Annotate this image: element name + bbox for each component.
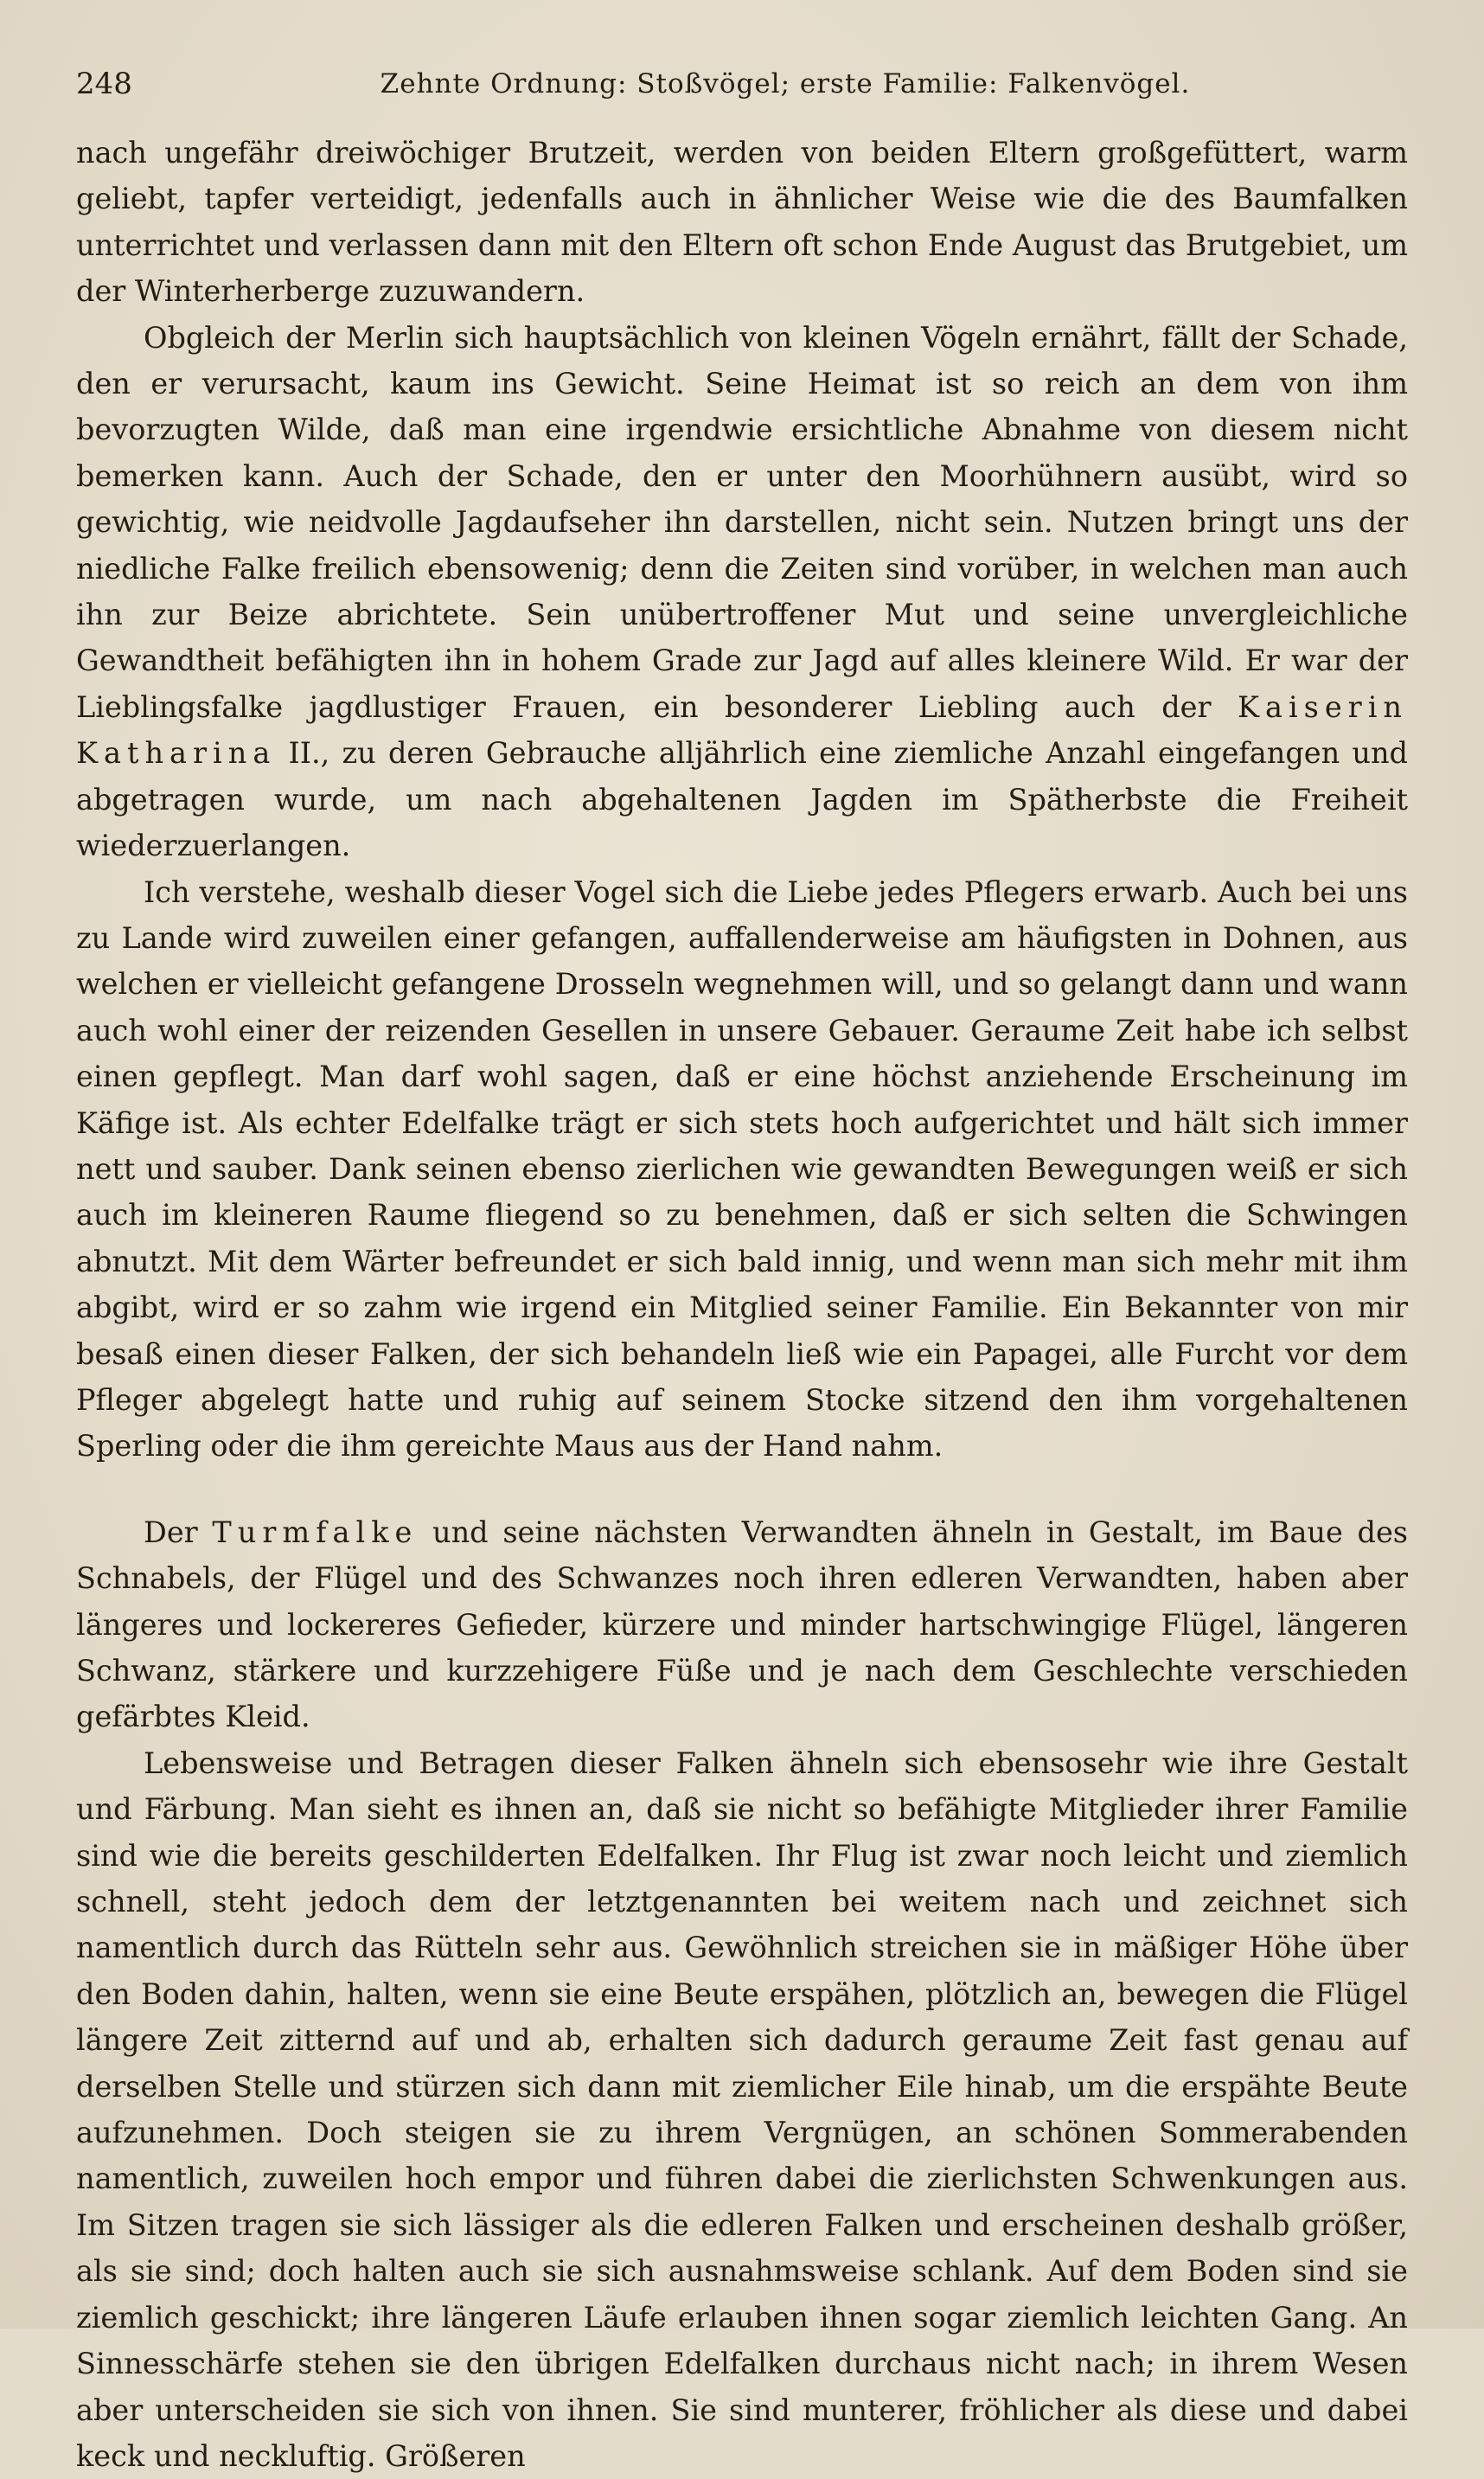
paragraph-text-before: Der	[144, 1515, 213, 1549]
paragraph-turmfalke-intro	[76, 1509, 1408, 1740]
page-body	[76, 130, 1408, 2479]
page-header	[76, 62, 1408, 106]
paragraph-text: Obgleich der Merlin sich hauptsächlich von kleinen Vögeln ernährt, fällt der Schade, den er verursacht, kaum ins Gewicht. Seine Heimat ist so reich an dem von ihm bevorzugten Wilde, daß man eine irgendwie ersichtliche Abnahme von diesem nicht bemerken kann. Auch der Schade, den er unter den Moorhühnern ausübt, wird so gewichtig, wie neidvolle Jagdaufseher ihn darstellen, nicht sein. Nutzen bringt uns der niedliche Falke freilich ebensowenig; denn die Zeiten sind vorüber, in welchen man auch ihn zur Beize abrichtete. Sein unübertroffener Mut und seine unvergleichliche Gewandtheit befähigten ihn in hohem Grade zur Jagd auf alles kleinere Wild. Er war der Lieblingsfalke jagdlustiger Frauen, ein besonderer Liebling auch der	[76, 320, 1408, 724]
paragraph-merlin-captivity	[76, 869, 1408, 1470]
paragraph-text: Ich verstehe, weshalb dieser Vogel sich die Liebe jedes Pflegers erwarb. Auch bei uns zu Lande wird zuweilen einer gefangen, auffallenderweise am häufigsten in Dohnen, aus welchen er vielleicht gefangene Drosseln wegnehmen will, und so gelangt dann und wann auch wohl einer der reizenden Gesellen in unsere Gebauer. Geraume Zeit habe ich selbst einen gepflegt. Man darf wohl sagen, daß er eine höchst anziehende Erscheinung im Käfige ist. Als echter Edelfalke trägt er sich stets hoch aufgerichtet und hält sich immer nett und sauber. Dank seinen ebenso zierlichen wie gewandten Bewegungen weiß er sich auch im kleineren Raume fliegend so zu benehmen, daß er sich selten die Schwingen abnutzt. Mit dem Wärter befreundet er sich bald innig, und wenn man sich mehr mit ihm abgibt, wird er so zahm wie irgend ein Mitglied seiner Familie. Ein Bekannter von mir besaß einen dieser Falken, der sich behandeln ließ wie ein Papagei, alle Furcht vor dem Pfleger abgelegt hatte und ruhig auf seinem Stocke sitzend den ihm vorgehaltenen Sperling oder die ihm gereichte Maus aus der Hand nahm.	[76, 874, 1408, 1464]
section-gap	[76, 1470, 1408, 1509]
paragraph-merlin-damage	[76, 315, 1408, 869]
paragraph-text: Lebensweise und Betragen dieser Falken ähneln sich ebensosehr wie ihre Gestalt und Färbung. Man sieht es ihnen an, daß sie nicht so befähigte Mitglieder ihrer Familie sind wie die bereits geschilderten Edelfalken. Ihr Flug ist zwar noch leicht und ziemlich schnell, steht jedoch dem der letztgenannten bei weitem nach und zeichnet sich namentlich durch das Rütteln sehr aus. Gewöhnlich streichen sie in mäßiger Höhe über den Boden dahin, halten, wenn sie eine Beute erspähen, plötzlich an, bewegen die Flügel längere Zeit zitternd auf und ab, erhalten sich dadurch geraume Zeit fast genau auf derselben Stelle und stürzen sich dann mit ziemlicher Eile hinab, um die erspähte Beute aufzunehmen. Doch steigen sie zu ihrem Vergnügen, an schönen Sommerabenden namentlich, zuweilen hoch empor und führen dabei die zierlichsten Schwenkungen aus. Im Sitzen tragen sie sich lässiger als die edleren Falken und erscheinen deshalb größer, als sie sind; doch halten auch sie sich ausnahmsweise schlank. Auf dem Boden sind sie ziemlich geschickt; ihre längeren Läufe erlauben ihnen sogar ziemlich leichten Gang. An Sinnesschärfe stehen sie den übrigen Edelfalken durchaus nicht nach; in ihrem Wesen aber unterscheiden sie sich von ihnen. Sie sind munterer, fröhlicher als diese und dabei keck und neckluftig. Größeren	[76, 1746, 1408, 2473]
paragraph-text-after: II., zu deren Gebrauche alljährlich eine ziemliche Anzahl eingefangen und abgetragen wurde, um nach abgehaltenen Jagden im Spätherbste die Freiheit wiederzuerlangen.	[76, 736, 1408, 863]
paragraph-text: nach ungefähr dreiwöchiger Brutzeit, werden von beiden Eltern großgefüttert, warm geliebt, tapfer verteidigt, jedenfalls auch in ähnlicher Weise wie die des Baumfalken unterrichtet und verlassen dann mit den Eltern oft schon Ende August das Brutgebiet, um der Winterherberge zuzuwandern.	[76, 136, 1408, 309]
spaced-name-turmfalke: Turmfalke	[212, 1515, 419, 1549]
running-head: Zehnte Ordnung: Stoßvögel; erste Familie: Falkenvögel.	[380, 68, 1191, 99]
paragraph-turmfalke-behavior	[76, 1740, 1408, 2479]
page-number: 248	[76, 67, 132, 101]
spaced-name-kaiserin: Kaiserin Katharina	[76, 689, 1408, 771]
paragraph-continuation	[76, 130, 1408, 315]
paragraph-text: und seine nächsten Verwandten ähneln in Gestalt, im Baue des Schnabels, der Flügel und des Schwanzes noch ihren edleren Verwandten, haben aber längeres und lockereres Gefieder, kürzere und minder hartschwingige Flügel, längeren Schwanz, stärkere und kurzzehigere Füße und je nach dem Geschlechte verschieden gefärbtes Kleid.	[76, 1515, 1408, 1734]
